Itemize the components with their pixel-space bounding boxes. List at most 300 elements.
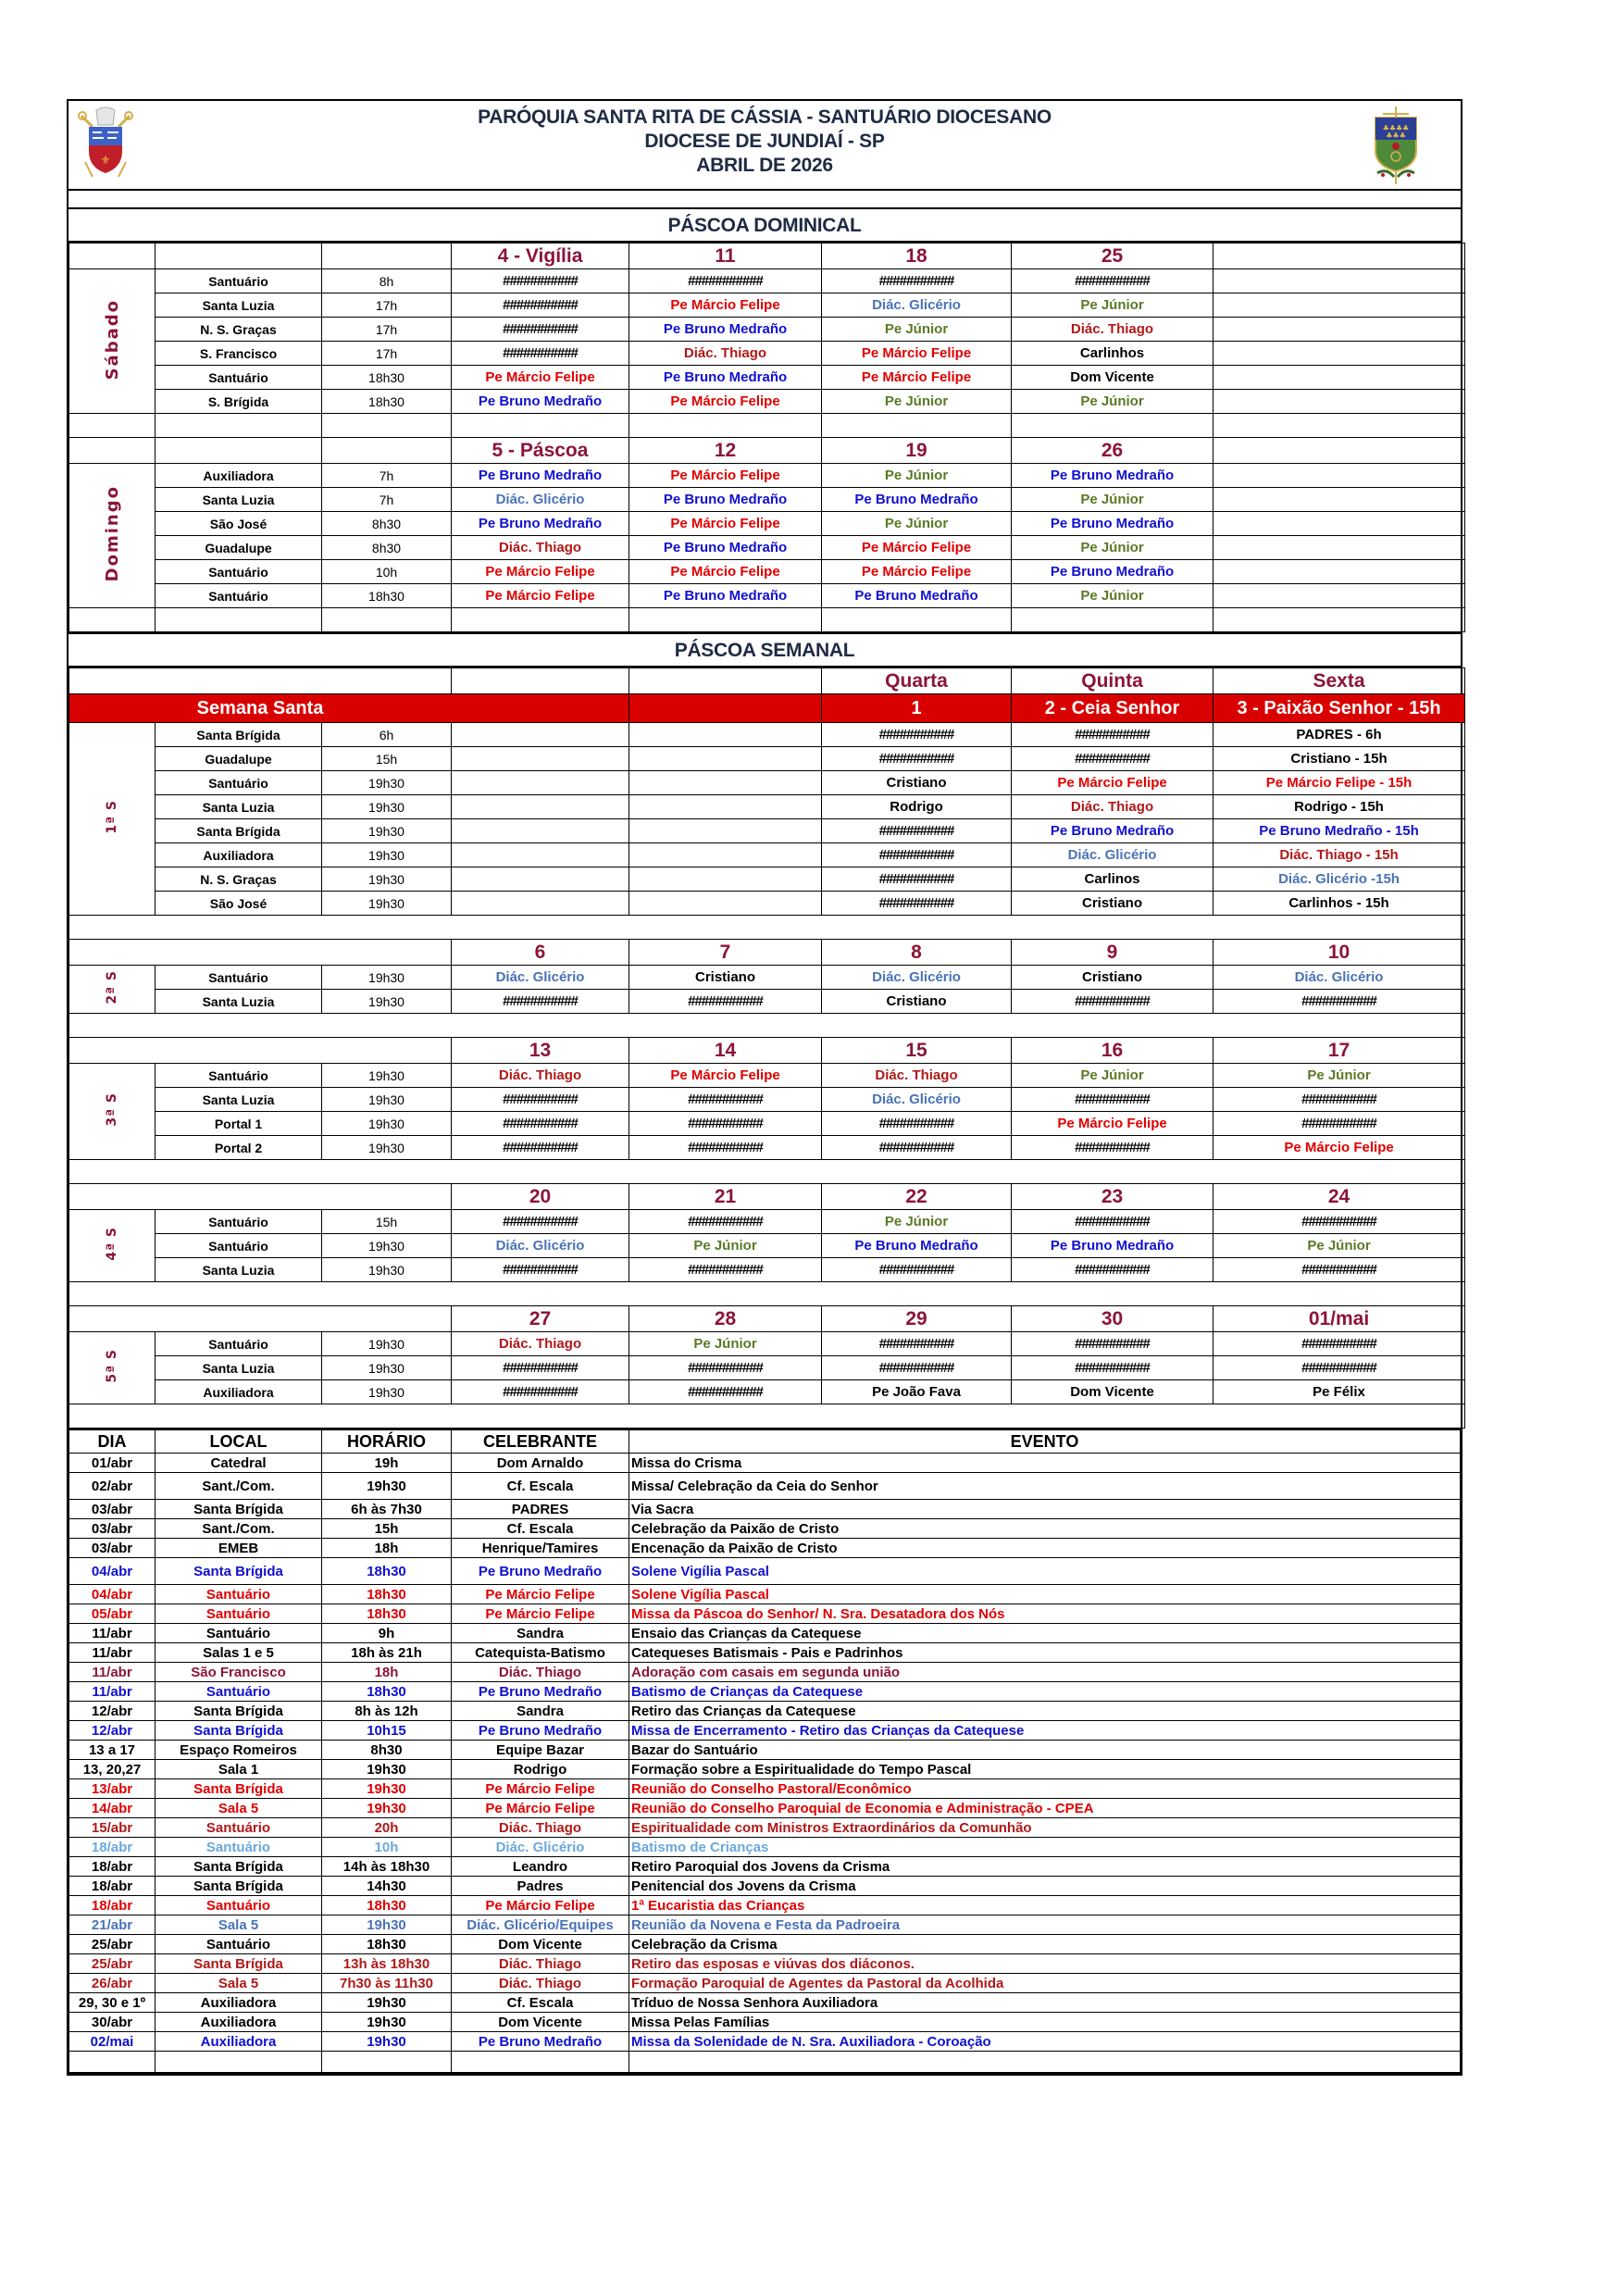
location-cell: Santuário [156,366,322,390]
event-evento-cell: Missa do Crisma [629,1454,1461,1473]
celebrant-cell: Pe Márcio Felipe [629,512,822,536]
event-local-cell: Santa Brígida [156,1702,322,1721]
celebrant-cell [629,747,822,771]
spacer-row [69,1282,1465,1306]
location-cell: Santuário [156,584,322,608]
spacer-row [69,608,1465,632]
event-horario-cell: 19h30 [322,2032,452,2052]
schedule-row [69,464,1465,488]
schedule-sheet [67,99,1462,2076]
event-local-cell: Sala 1 [156,1760,322,1779]
month-title: ABRIL DE 2026 [696,155,833,176]
day-header: 12 [629,438,822,464]
celebrant-cell: Cristiano [1012,892,1214,916]
blank-cell [452,414,629,438]
event-local-cell: Santuário [156,1896,322,1915]
day-header [1214,438,1465,464]
celebrant-cell: Pe Bruno Medraño [452,512,629,536]
time-cell: 19h30 [322,1064,452,1088]
celebrant-cell: Pe Júnior [822,390,1012,414]
day-header: 29 [822,1306,1012,1332]
celebrant-cell: Dom Vicente [1012,1380,1214,1404]
celebrant-cell: Diác. Thiago [1012,795,1214,819]
celebrant-cell: Diác. Thiago [452,536,629,560]
event-row [69,1473,1461,1500]
celebrant-cell: Pe Márcio Felipe [822,366,1012,390]
semana-santa-day: 1 [822,694,1012,723]
event-row [69,1539,1461,1558]
event-local-cell: Auxiliadora [156,2032,322,2052]
event-celebrante-cell: Diác. Glicério [452,1838,629,1857]
event-dia-cell: 03/abr [69,1539,156,1558]
location-cell: Santuário [156,1064,322,1088]
celebrant-cell: ########### [629,1088,822,1112]
event-evento-cell: Penitencial dos Jovens da Crisma [629,1877,1461,1896]
celebrant-cell: Pe João Fava [822,1380,1012,1404]
celebrant-cell [452,747,629,771]
time-cell: 19h30 [322,843,452,867]
celebrant-cell: Diác. Thiago [629,342,822,366]
event-local-cell: Catedral [156,1454,322,1473]
celebrant-cell [1214,366,1465,390]
event-local-cell: EMEB [156,1539,322,1558]
event-row [69,1799,1461,1818]
event-horario-cell: 19h30 [322,1473,452,1500]
celebrant-cell: ########### [822,1356,1012,1380]
celebrant-cell [1214,488,1465,512]
event-local-cell: Auxiliadora [156,2013,322,2032]
celebrant-cell: ########### [1214,1258,1465,1282]
celebrant-cell [629,892,822,916]
day-header: 30 [1012,1306,1214,1332]
events-header-row [69,1429,1461,1454]
event-evento-cell: Adoração com casais em segunda união [629,1663,1461,1682]
celebrant-cell: Pe Júnior [1012,536,1214,560]
time-cell: 17h [322,342,452,366]
celebrant-cell: Pe Márcio Felipe [1012,1112,1214,1136]
blank-cell [69,608,156,632]
celebrant-cell: Cristiano [822,990,1012,1014]
schedule-row [69,293,1465,318]
schedule-row [69,1258,1465,1282]
schedule-row [69,488,1465,512]
celebrant-cell: Diác. Thiago [1012,318,1214,342]
celebrant-cell: Pe Júnior [1012,293,1214,318]
celebrant-cell: ########### [1012,1356,1214,1380]
celebrant-cell: Diác. Thiago [452,1064,629,1088]
location-cell: S. Brígida [156,390,322,414]
blank-cell [69,438,156,464]
celebrant-cell: ########### [629,1136,822,1160]
schedule-row [69,1332,1465,1356]
section-title-dominical: PÁSCOA DOMINICAL [68,209,1461,243]
sabado-side-cell [69,269,156,414]
celebrant-cell: ########### [452,342,629,366]
event-local-cell: Santa Brígida [156,1954,322,1974]
celebrant-cell: ########### [1012,747,1214,771]
section-title-semanal: PÁSCOA SEMANAL [68,632,1461,668]
event-local-cell: Santuário [156,1818,322,1838]
events-column-header: CELEBRANTE [452,1429,629,1454]
schedule-row [69,536,1465,560]
event-local-cell: Santuário [156,1585,322,1604]
event-local-cell: Santa Brígida [156,1857,322,1877]
time-cell: 18h30 [322,390,452,414]
celebrant-cell: Pe Júnior [822,1210,1012,1234]
celebrant-cell: ########### [1012,1332,1214,1356]
celebrant-cell: ########### [1012,1088,1214,1112]
event-celebrante-cell: Dom Arnaldo [452,1454,629,1473]
location-cell: S. Francisco [156,342,322,366]
celebrant-cell: Diác. Glicério [822,1088,1012,1112]
celebrant-cell: ########### [452,1356,629,1380]
event-celebrante-cell: Sandra [452,1624,629,1643]
events-column-header: LOCAL [156,1429,322,1454]
day-header: 5 - Páscoa [452,438,629,464]
celebrant-cell: Pe Márcio Felipe [452,560,629,584]
day-header: 4 - Vigília [452,243,629,269]
event-local-cell: Santuário [156,1682,322,1702]
schedule-row [69,512,1465,536]
day-header: 13 [452,1038,629,1064]
celebrant-cell [1214,584,1465,608]
location-cell: Santuário [156,1332,322,1356]
event-row [69,1643,1461,1663]
event-dia-cell: 29, 30 e 1º [69,1993,156,2013]
events-column-header: EVENTO [629,1429,1461,1454]
event-row [69,1993,1461,2013]
celebrant-cell: Pe Márcio Felipe - 15h [1214,771,1465,795]
celebrant-cell: Pe Júnior [629,1234,822,1258]
dominical-schedule-table [68,243,1465,632]
event-dia-cell: 14/abr [69,1799,156,1818]
diocese-name: DIOCESE DE JUNDIAÍ - SP [644,131,885,152]
day-header: 7 [629,940,822,966]
celebrant-cell: Pe Félix [1214,1380,1465,1404]
event-dia-cell: 01/abr [69,1454,156,1473]
blank-cell [822,414,1012,438]
location-cell: Santuário [156,771,322,795]
location-cell: Guadalupe [156,536,322,560]
event-horario-cell: 7h30 às 11h30 [322,1974,452,1993]
week-day-header-row [69,1184,1465,1210]
event-horario-cell: 14h30 [322,1877,452,1896]
celebrant-cell [452,795,629,819]
event-local-cell: Santuário [156,1838,322,1857]
event-local-cell: Santuário [156,1935,322,1954]
celebrant-cell [1214,293,1465,318]
blank-cell [822,608,1012,632]
event-local-cell: Santuário [156,1604,322,1624]
blank-cell [156,2052,322,2074]
event-celebrante-cell: Pe Bruno Medraño [452,1558,629,1585]
blank-cell [452,2052,629,2074]
event-celebrante-cell: Pe Bruno Medraño [452,1721,629,1741]
celebrant-cell: Pe Bruno Medraño [822,488,1012,512]
blank-cell [322,2052,452,2074]
event-dia-cell: 25/abr [69,1954,156,1974]
schedule-row [69,795,1465,819]
location-cell: Santa Brígida [156,723,322,747]
celebrant-cell: ########### [1012,1136,1214,1160]
event-horario-cell: 18h [322,1539,452,1558]
celebrant-cell [1214,560,1465,584]
week-day-header-row [69,1306,1465,1332]
blank-cell [69,243,156,269]
event-evento-cell: Ensaio das Crianças da Catequese [629,1624,1461,1643]
celebrant-cell: ########### [452,1088,629,1112]
event-evento-cell: Tríduo de Nossa Senhora Auxiliadora [629,1993,1461,2013]
blank-cell [69,1282,1465,1306]
blank-cell [69,2052,156,2074]
event-local-cell: Santa Brígida [156,1721,322,1741]
time-cell: 19h30 [322,1112,452,1136]
schedule-row [69,843,1465,867]
schedule-row [69,269,1465,293]
event-local-cell: Sala 5 [156,1799,322,1818]
event-dia-cell: 12/abr [69,1721,156,1741]
event-local-cell: Santa Brígida [156,1779,322,1799]
week-side-cell [69,966,156,1014]
event-celebrante-cell: Diác. Thiago [452,1818,629,1838]
blank-cell [69,668,452,694]
location-cell: Portal 2 [156,1136,322,1160]
event-local-cell: Sala 5 [156,1974,322,1993]
event-horario-cell: 19h30 [322,1993,452,2013]
celebrant-cell: Rodrigo - 15h [1214,795,1465,819]
location-cell: Santa Luzia [156,293,322,318]
celebrant-cell: ########### [1214,1112,1465,1136]
celebrant-cell: Pe Júnior [1214,1234,1465,1258]
event-celebrante-cell: Rodrigo [452,1760,629,1779]
day-header: 9 [1012,940,1214,966]
event-evento-cell: Catequeses Batismais - Pais e Padrinhos [629,1643,1461,1663]
weekday-header: Quinta [1012,668,1214,694]
blank-cell [69,1160,1465,1184]
schedule-row [69,1136,1465,1160]
event-row [69,1454,1461,1473]
week-day-header-row [69,1038,1465,1064]
celebrant-cell: Diác. Glicério [452,488,629,512]
day-header: 27 [452,1306,629,1332]
celebrant-cell: Pe Bruno Medraño [822,1234,1012,1258]
celebrant-cell: ########### [452,318,629,342]
celebrant-cell [1214,390,1465,414]
location-cell: Santa Luzia [156,1258,322,1282]
celebrant-cell: Diác. Glicério [822,966,1012,990]
location-cell: Santa Luzia [156,1088,322,1112]
celebrant-cell [1214,269,1465,293]
semana-santa-row [69,694,1465,723]
semana-santa-day: 3 - Paixão Senhor - 15h [1214,694,1465,723]
celebrant-cell: ########### [822,747,1012,771]
schedule-row [69,892,1465,916]
blank-cell [69,1404,1465,1429]
event-horario-cell: 18h [322,1663,452,1682]
event-horario-cell: 6h às 7h30 [322,1500,452,1519]
celebrant-cell: Rodrigo [822,795,1012,819]
time-cell: 10h [322,560,452,584]
event-row [69,1779,1461,1799]
blank-cell [1214,414,1465,438]
time-cell: 17h [322,293,452,318]
blank-cell [629,2052,1461,2074]
event-dia-cell: 12/abr [69,1702,156,1721]
week-label: 5ª S [105,1349,119,1383]
event-evento-cell: Encenação da Paixão de Cristo [629,1539,1461,1558]
celebrant-cell: Cristiano [1012,966,1214,990]
time-cell: 15h [322,747,452,771]
celebrant-cell: Pe Júnior [1012,1064,1214,1088]
celebrant-cell: ########### [452,1258,629,1282]
day-header: 16 [1012,1038,1214,1064]
event-horario-cell: 14h às 18h30 [322,1857,452,1877]
celebrant-cell: ########### [1214,990,1465,1014]
blank-cell [69,1014,1465,1038]
event-celebrante-cell: Pe Márcio Felipe [452,1604,629,1624]
celebrant-cell: ########### [822,819,1012,843]
event-evento-cell: Via Sacra [629,1500,1461,1519]
event-dia-cell: 13/abr [69,1779,156,1799]
event-evento-cell: Missa de Encerramento - Retiro das Crianças da Catequese [629,1721,1461,1741]
location-cell: N. S. Graças [156,318,322,342]
event-horario-cell: 19h [322,1454,452,1473]
time-cell: 19h30 [322,1088,452,1112]
week-day-header-row [69,940,1465,966]
schedule-row [69,1210,1465,1234]
event-evento-cell: Espiritualidade com Ministros Extraordinários da Comunhão [629,1818,1461,1838]
event-horario-cell: 9h [322,1624,452,1643]
celebrant-cell: ########### [1012,1210,1214,1234]
celebrant-cell: ########### [822,892,1012,916]
svg-text:⚜: ⚜ [100,154,111,167]
location-cell: São José [156,512,322,536]
day-header: 6 [452,940,629,966]
celebrant-cell: ########### [452,1210,629,1234]
location-cell: Santa Luzia [156,1356,322,1380]
time-cell: 7h [322,464,452,488]
blank-cell [322,608,452,632]
event-row [69,2032,1461,2052]
event-evento-cell: Formação Paroquial de Agentes da Pastoral da Acolhida [629,1974,1461,1993]
blank-cell [629,414,822,438]
celebrant-cell: Pe Márcio Felipe [822,536,1012,560]
time-cell: 19h30 [322,1332,452,1356]
celebrant-cell: ########### [1012,1258,1214,1282]
event-evento-cell: Celebração da Crisma [629,1935,1461,1954]
celebrant-cell [452,892,629,916]
event-row [69,1760,1461,1779]
schedule-row [69,366,1465,390]
event-celebrante-cell: Sandra [452,1702,629,1721]
celebrant-cell: Diác. Glicério [822,293,1012,318]
celebrant-cell: Dom Vicente [1012,366,1214,390]
time-cell: 19h30 [322,867,452,892]
event-evento-cell: Bazar do Santuário [629,1741,1461,1760]
blank-cell [1012,608,1214,632]
celebrant-cell: Pe Bruno Medraño [452,390,629,414]
celebrant-cell: ########### [822,1112,1012,1136]
event-row [69,1519,1461,1539]
event-evento-cell: Missa da Solenidade de N. Sra. Auxiliadora - Coroação [629,2032,1461,2052]
event-celebrante-cell: Padres [452,1877,629,1896]
event-row [69,1915,1461,1935]
celebrant-cell: Pe Márcio Felipe [629,293,822,318]
time-cell: 17h [322,318,452,342]
celebrant-cell [1214,512,1465,536]
event-row [69,1682,1461,1702]
location-cell: Santa Luzia [156,990,322,1014]
event-local-cell: Santa Brígida [156,1877,322,1896]
event-dia-cell: 11/abr [69,1624,156,1643]
celebrant-cell: Pe Júnior [822,512,1012,536]
celebrant-cell [452,843,629,867]
schedule-row [69,1380,1465,1404]
event-dia-cell: 03/abr [69,1500,156,1519]
event-horario-cell: 18h30 [322,1896,452,1915]
location-cell: São José [156,892,322,916]
celebrant-cell: ########### [629,990,822,1014]
celebrant-cell [629,819,822,843]
domingo-label: Domingo [102,485,122,582]
blank-cell [452,608,629,632]
celebrant-cell: ########### [629,269,822,293]
celebrant-cell [629,867,822,892]
blank-cell [69,1184,452,1210]
celebrant-cell [452,867,629,892]
time-cell: 18h30 [322,366,452,390]
event-horario-cell: 13h às 18h30 [322,1954,452,1974]
event-row [69,1896,1461,1915]
celebrant-cell: ########### [452,293,629,318]
week-label: 3ª S [105,1092,119,1127]
event-celebrante-cell: Pe Bruno Medraño [452,2032,629,2052]
celebrant-cell: Pe Márcio Felipe [629,390,822,414]
week-label: 1ª S [105,800,119,834]
day-header: 24 [1214,1184,1465,1210]
event-celebrante-cell: Diác. Thiago [452,1974,629,1993]
day-header: 21 [629,1184,822,1210]
celebrant-cell: ########### [1012,269,1214,293]
time-cell: 19h30 [322,1356,452,1380]
time-cell: 19h30 [322,990,452,1014]
domingo-day-header-row [69,438,1465,464]
event-row [69,1857,1461,1877]
event-celebrante-cell: Pe Márcio Felipe [452,1585,629,1604]
day-header: 01/mai [1214,1306,1465,1332]
time-cell: 8h [322,269,452,293]
celebrant-cell: Pe Márcio Felipe [822,560,1012,584]
schedule-row [69,1064,1465,1088]
celebrant-cell: ########### [822,1258,1012,1282]
event-horario-cell: 8h30 [322,1741,452,1760]
weekday-header [629,668,822,694]
blank-cell [1214,608,1465,632]
event-celebrante-cell: Diác. Thiago [452,1954,629,1974]
celebrant-cell: ########### [452,990,629,1014]
celebrant-cell: Carlinhos [1012,342,1214,366]
event-horario-cell: 19h30 [322,1915,452,1935]
event-local-cell: Sant./Com. [156,1519,322,1539]
event-local-cell: Santa Brígida [156,1500,322,1519]
celebrant-cell: Pe Bruno Medraño [1012,464,1214,488]
semana-santa-label: Semana Santa [69,694,452,723]
celebrant-cell: ########### [629,1210,822,1234]
celebrant-cell: ########### [822,269,1012,293]
schedule-row [69,867,1465,892]
blank-cell [156,243,322,269]
celebrant-cell: Pe Márcio Felipe [822,342,1012,366]
